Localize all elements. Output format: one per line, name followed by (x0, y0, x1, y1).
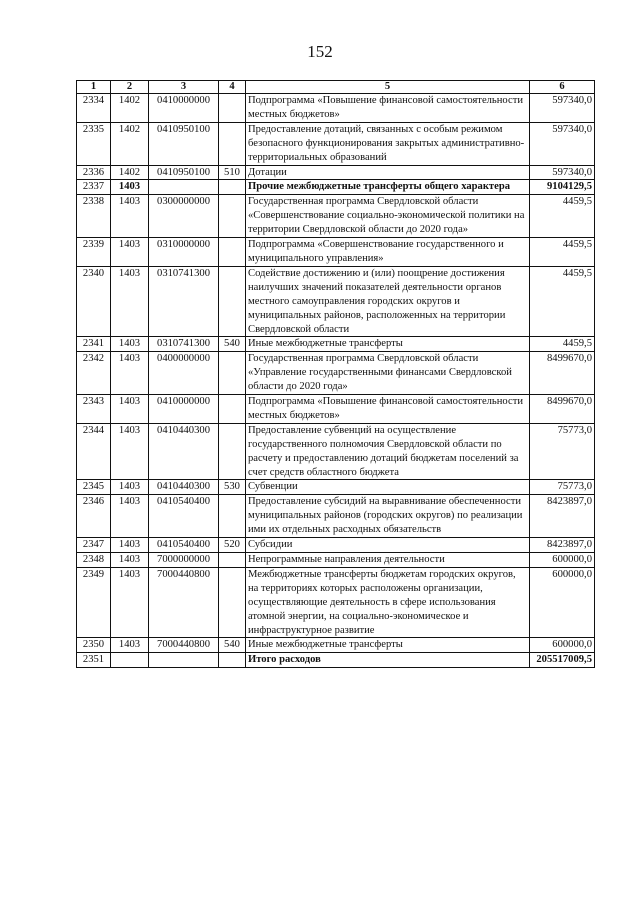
target-article-cell: 0410440300 (149, 480, 219, 495)
row-number-cell: 2341 (77, 337, 111, 352)
budget-table (76, 80, 595, 668)
amount-cell: 8499670,0 (530, 395, 595, 424)
expense-type-cell (219, 423, 246, 480)
amount-cell: 75773,0 (530, 480, 595, 495)
target-article-cell: 0400000000 (149, 352, 219, 395)
table-row (77, 352, 595, 395)
table-body (77, 94, 595, 668)
expense-name-cell: Непрограммные направления деятельности (246, 553, 530, 568)
expense-name-cell: Государственная программа Свердловской области «Совершенствование социально-экономической политики на территории Свердловской области до 2020 года» (246, 195, 530, 238)
expense-name-cell: Межбюджетные трансферты бюджетам городских округов, на территориях которых расположены организации, осуществляющие деятельность в сфере использования атомной энергии, на социально-экономическое и инфраструктурное развитие (246, 567, 530, 638)
table-row (77, 538, 595, 553)
section-code-cell: 1403 (111, 352, 149, 395)
target-article-cell: 7000000000 (149, 553, 219, 568)
amount-cell: 4459,5 (530, 238, 595, 267)
amount-cell: 597340,0 (530, 94, 595, 123)
expense-type-cell (219, 553, 246, 568)
target-article-cell: 0310000000 (149, 238, 219, 267)
target-article-cell: 0410540400 (149, 538, 219, 553)
section-code-cell: 1403 (111, 553, 149, 568)
expense-type-cell (219, 122, 246, 165)
amount-cell: 600000,0 (530, 638, 595, 653)
expense-name-cell: Прочие межбюджетные трансферты общего характера (246, 180, 530, 195)
row-number-cell: 2350 (77, 638, 111, 653)
target-article-cell: 0410440300 (149, 423, 219, 480)
expense-type-cell (219, 94, 246, 123)
expense-name-cell: Дотации (246, 165, 530, 180)
row-number-cell: 2351 (77, 653, 111, 668)
expense-name-cell: Подпрограмма «Повышение финансовой самостоятельности местных бюджетов» (246, 395, 530, 424)
row-number-cell: 2345 (77, 480, 111, 495)
row-number-cell: 2342 (77, 352, 111, 395)
expense-name-cell: Государственная программа Свердловской области «Управление государственными финансами Свердловской области до 2020 года» (246, 352, 530, 395)
target-article-cell: 7000440800 (149, 638, 219, 653)
expense-name-cell: Предоставление субвенций на осуществление государственного полномочия Свердловской области по расчету и предоставлению дотаций бюджетам поселений за счет средств областного бюджета (246, 423, 530, 480)
target-article-cell: 0410950100 (149, 165, 219, 180)
row-number-cell: 2336 (77, 165, 111, 180)
row-number-cell: 2339 (77, 238, 111, 267)
section-code-cell: 1403 (111, 638, 149, 653)
table-row (77, 180, 595, 195)
expense-type-cell (219, 266, 246, 337)
amount-cell: 597340,0 (530, 165, 595, 180)
expense-type-cell (219, 567, 246, 638)
amount-cell: 9104129,5 (530, 180, 595, 195)
section-code-cell: 1403 (111, 567, 149, 638)
section-code-cell: 1403 (111, 180, 149, 195)
expense-name-cell: Субсидии (246, 538, 530, 553)
expense-name-cell: Подпрограмма «Повышение финансовой самостоятельности местных бюджетов» (246, 94, 530, 123)
expense-name-cell: Содействие достижению и (или) поощрение достижения наилучших значений показателей деятельности органов местного самоуправления городских округов и муниципальных районов, расположенных на территории Свердловской области (246, 266, 530, 337)
column-header-6: 6 (530, 81, 595, 94)
table-row (77, 567, 595, 638)
section-code-cell: 1403 (111, 495, 149, 538)
table-header (77, 81, 595, 94)
row-number-cell: 2340 (77, 266, 111, 337)
row-number-cell: 2334 (77, 94, 111, 123)
amount-cell: 4459,5 (530, 195, 595, 238)
page-number: 152 (307, 42, 333, 61)
section-code-cell (111, 653, 149, 668)
row-number-cell: 2338 (77, 195, 111, 238)
section-code-cell: 1402 (111, 122, 149, 165)
target-article-cell: 0310741300 (149, 337, 219, 352)
row-number-cell: 2347 (77, 538, 111, 553)
amount-cell: 205517009,5 (530, 653, 595, 668)
section-code-cell: 1403 (111, 423, 149, 480)
amount-cell: 600000,0 (530, 567, 595, 638)
amount-cell: 600000,0 (530, 553, 595, 568)
section-code-cell: 1402 (111, 94, 149, 123)
target-article-cell: 0300000000 (149, 195, 219, 238)
section-code-cell: 1402 (111, 165, 149, 180)
target-article-cell: 0310741300 (149, 266, 219, 337)
table-row (77, 653, 595, 668)
expense-type-cell (219, 238, 246, 267)
section-code-cell: 1403 (111, 337, 149, 352)
expense-type-cell (219, 195, 246, 238)
section-code-cell: 1403 (111, 238, 149, 267)
table-row (77, 238, 595, 267)
expense-name-cell: Иные межбюджетные трансферты (246, 337, 530, 352)
row-number-cell: 2349 (77, 567, 111, 638)
target-article-cell: 0410000000 (149, 94, 219, 123)
expense-name-cell: Предоставление субсидий на выравнивание обеспеченности муниципальных районов (городских округов) по реализации ими их отдельных расходных обязательств (246, 495, 530, 538)
amount-cell: 75773,0 (530, 423, 595, 480)
column-header-5: 5 (246, 81, 530, 94)
expense-name-cell: Предоставление дотаций, связанных с особым режимом безопасного функционирования закрытых административно-территориальных образований (246, 122, 530, 165)
header-row (77, 81, 595, 94)
column-header-4: 4 (219, 81, 246, 94)
table-row (77, 423, 595, 480)
target-article-cell: 7000440800 (149, 567, 219, 638)
table-row (77, 337, 595, 352)
amount-cell: 8423897,0 (530, 538, 595, 553)
expense-type-cell: 520 (219, 538, 246, 553)
row-number-cell: 2348 (77, 553, 111, 568)
section-code-cell: 1403 (111, 395, 149, 424)
table-row (77, 553, 595, 568)
amount-cell: 4459,5 (530, 266, 595, 337)
expense-name-cell: Иные межбюджетные трансферты (246, 638, 530, 653)
column-header-3: 3 (149, 81, 219, 94)
target-article-cell: 0410000000 (149, 395, 219, 424)
expense-type-cell: 530 (219, 480, 246, 495)
column-header-1: 1 (77, 81, 111, 94)
expense-type-cell (219, 653, 246, 668)
table-row (77, 480, 595, 495)
expense-type-cell: 510 (219, 165, 246, 180)
table-row (77, 94, 595, 123)
amount-cell: 8423897,0 (530, 495, 595, 538)
table-row (77, 165, 595, 180)
expense-type-cell (219, 395, 246, 424)
expense-type-cell (219, 180, 246, 195)
amount-cell: 597340,0 (530, 122, 595, 165)
table-row (77, 195, 595, 238)
target-article-cell: 0410540400 (149, 495, 219, 538)
table-row (77, 638, 595, 653)
row-number-cell: 2335 (77, 122, 111, 165)
target-article-cell: 0410950100 (149, 122, 219, 165)
section-code-cell: 1403 (111, 480, 149, 495)
amount-cell: 8499670,0 (530, 352, 595, 395)
expense-name-cell: Субвенции (246, 480, 530, 495)
row-number-cell: 2344 (77, 423, 111, 480)
row-number-cell: 2343 (77, 395, 111, 424)
target-article-cell (149, 180, 219, 195)
expense-type-cell (219, 352, 246, 395)
row-number-cell: 2337 (77, 180, 111, 195)
section-code-cell: 1403 (111, 538, 149, 553)
table-row (77, 395, 595, 424)
expense-name-cell: Итого расходов (246, 653, 530, 668)
section-code-cell: 1403 (111, 266, 149, 337)
expense-type-cell: 540 (219, 337, 246, 352)
section-code-cell: 1403 (111, 195, 149, 238)
expense-name-cell: Подпрограмма «Совершенствование государственного и муниципального управления» (246, 238, 530, 267)
expense-type-cell (219, 495, 246, 538)
amount-cell: 4459,5 (530, 337, 595, 352)
column-header-2: 2 (111, 81, 149, 94)
table-row (77, 495, 595, 538)
table-row (77, 122, 595, 165)
expense-type-cell: 540 (219, 638, 246, 653)
target-article-cell (149, 653, 219, 668)
table-row (77, 266, 595, 337)
row-number-cell: 2346 (77, 495, 111, 538)
